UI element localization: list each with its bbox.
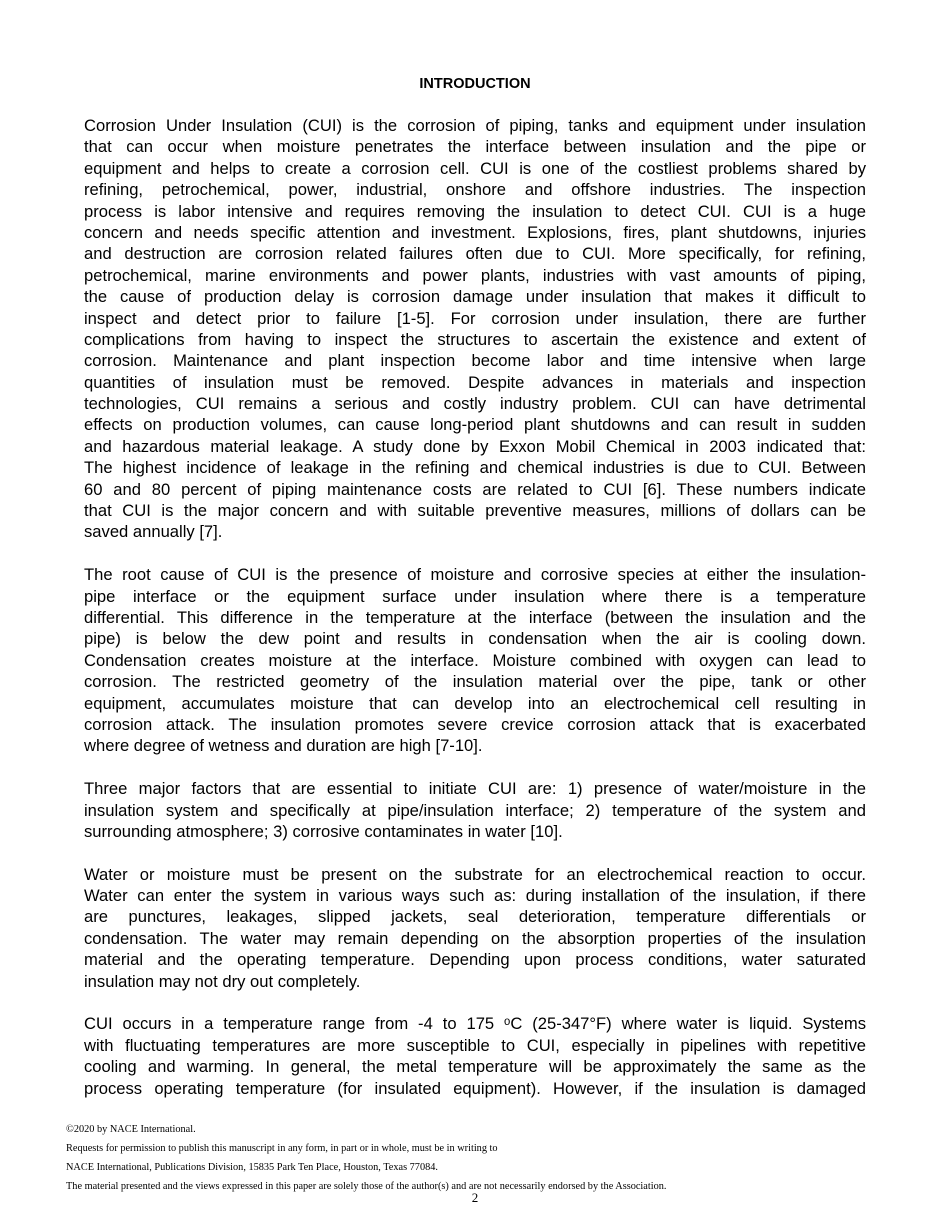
text-line: cooling and warming. In general, the metal temperature will be approximately the same as the xyxy=(84,1057,866,1077)
text-line: process operating temperature (for insulated equipment). However, if the insulation is damaged xyxy=(84,1078,866,1098)
text-line: effects on production volumes, can cause long-period plant shutdowns and can result in sudden xyxy=(84,415,866,435)
paragraph xyxy=(84,1013,866,1099)
footer-disclaimer: The material presented and the views expressed in this paper are solely those of the author(s) and are not necessarily endorsed by the Association. xyxy=(66,1181,667,1192)
text-line: CUI occurs in a temperature range from -4 to 175 ᵒC (25-347°F) where water is liquid. Systems xyxy=(84,1014,866,1034)
text-line: quantities of insulation must be removed. Despite advances in materials and inspection xyxy=(84,372,866,392)
paragraph xyxy=(84,778,866,842)
text-line: the cause of production delay is corrosion damage under insulation that makes it difficult to xyxy=(84,287,866,307)
text-line: pipe) is below the dew point and results in condensation when the air is cooling down. xyxy=(84,629,866,649)
text-line: petrochemical, marine environments and power plants, industries with vast amounts of piping, xyxy=(84,265,866,285)
text-line: saved annually [7]. xyxy=(84,522,223,542)
text-line: condensation. The water may remain depending on the absorption properties of the insulation xyxy=(84,928,866,948)
text-line: insulation may not dry out completely. xyxy=(84,971,361,991)
text-line: corrosion attack. The insulation promotes severe crevice corrosion attack that is exacerbated xyxy=(84,714,866,734)
text-line: are punctures, leakages, slipped jackets, seal deterioration, temperature differentials or xyxy=(84,907,866,927)
text-line: pipe interface or the equipment surface under insulation where there is a temperature xyxy=(84,586,866,606)
text-line: technologies, CUI remains a serious and costly industry problem. CUI can have detrimental xyxy=(84,394,866,414)
text-line: with fluctuating temperatures are more susceptible to CUI, especially in pipelines with repetitive xyxy=(84,1035,866,1055)
text-line: Water can enter the system in various ways such as: during installation of the insulation, if there xyxy=(84,886,866,906)
text-line: and hazardous material leakage. A study done by Exxon Mobil Chemical in 2003 indicated that: xyxy=(84,436,866,456)
text-line: that can occur when moisture penetrates the interface between insulation and the pipe or xyxy=(84,137,866,157)
text-line: Corrosion Under Insulation (CUI) is the corrosion of piping, tanks and equipment under insulation xyxy=(84,116,866,135)
body-text xyxy=(84,115,866,1120)
paragraph xyxy=(84,864,866,992)
footer-copyright: ©2020 by NACE International. xyxy=(66,1124,196,1135)
text-line: surrounding atmosphere; 3) corrosive contaminates in water [10]. xyxy=(84,821,563,841)
text-line: differential. This difference in the temperature at the interface (between the insulation and the xyxy=(84,607,866,627)
text-line: insulation system and specifically at pipe/insulation interface; 2) temperature of the system and xyxy=(84,800,866,820)
text-line: corrosion. The restricted geometry of the insulation material over the pipe, tank or other xyxy=(84,672,866,692)
text-line: The highest incidence of leakage in the refining and chemical industries is due to CUI. Between xyxy=(84,458,866,478)
footer-permission: Requests for permission to publish this manuscript in any form, in part or in whole, must be in writing to xyxy=(66,1143,498,1154)
text-line: concern and needs specific attention and investment. Explosions, fires, plant shutdowns, injuries xyxy=(84,222,866,242)
text-line: process is labor intensive and requires removing the insulation to detect CUI. CUI is a huge xyxy=(84,201,866,221)
footer xyxy=(66,1120,666,1196)
text-line: Condensation creates moisture at the interface. Moisture combined with oxygen can lead to xyxy=(84,650,866,670)
text-line: inspect and detect prior to failure [1-5]. For corrosion under insulation, there are further xyxy=(84,308,866,328)
text-line: where degree of wetness and duration are high [7-10]. xyxy=(84,736,483,756)
text-line: material and the operating temperature. Depending upon process conditions, water saturated xyxy=(84,950,866,970)
section-heading: INTRODUCTION xyxy=(419,76,531,92)
text-line: Three major factors that are essential to initiate CUI are: 1) presence of water/moisture in the xyxy=(84,779,866,799)
text-line: equipment, accumulates moisture that can develop into an electrochemical cell resulting in xyxy=(84,693,866,713)
text-line: complications from having to inspect the structures to ascertain the existence and extent of xyxy=(84,329,866,349)
text-line: 60 and 80 percent of piping maintenance costs are related to CUI [6]. These numbers indicate xyxy=(84,479,866,499)
paragraph xyxy=(84,115,866,543)
paragraph xyxy=(84,564,866,757)
text-line: and destruction are corrosion related failures often due to CUI. More specifically, for refining, xyxy=(84,244,866,264)
text-line: that CUI is the major concern and with suitable preventive measures, millions of dollars can be xyxy=(84,501,866,521)
footer-address: NACE International, Publications Division, 15835 Park Ten Place, Houston, Texas 77084. xyxy=(66,1162,438,1173)
text-line: Water or moisture must be present on the substrate for an electrochemical reaction to occur. xyxy=(84,864,866,884)
text-line: refining, petrochemical, power, industrial, onshore and offshore industries. The inspection xyxy=(84,180,866,200)
text-line: equipment and helps to create a corrosion cell. CUI is one of the costliest problems shared by xyxy=(84,158,866,178)
page-number: 2 xyxy=(471,1190,479,1205)
text-line: corrosion. Maintenance and plant inspection become labor and time intensive when large xyxy=(84,351,866,371)
text-line: The root cause of CUI is the presence of moisture and corrosive species at either the insulation- xyxy=(84,565,866,585)
